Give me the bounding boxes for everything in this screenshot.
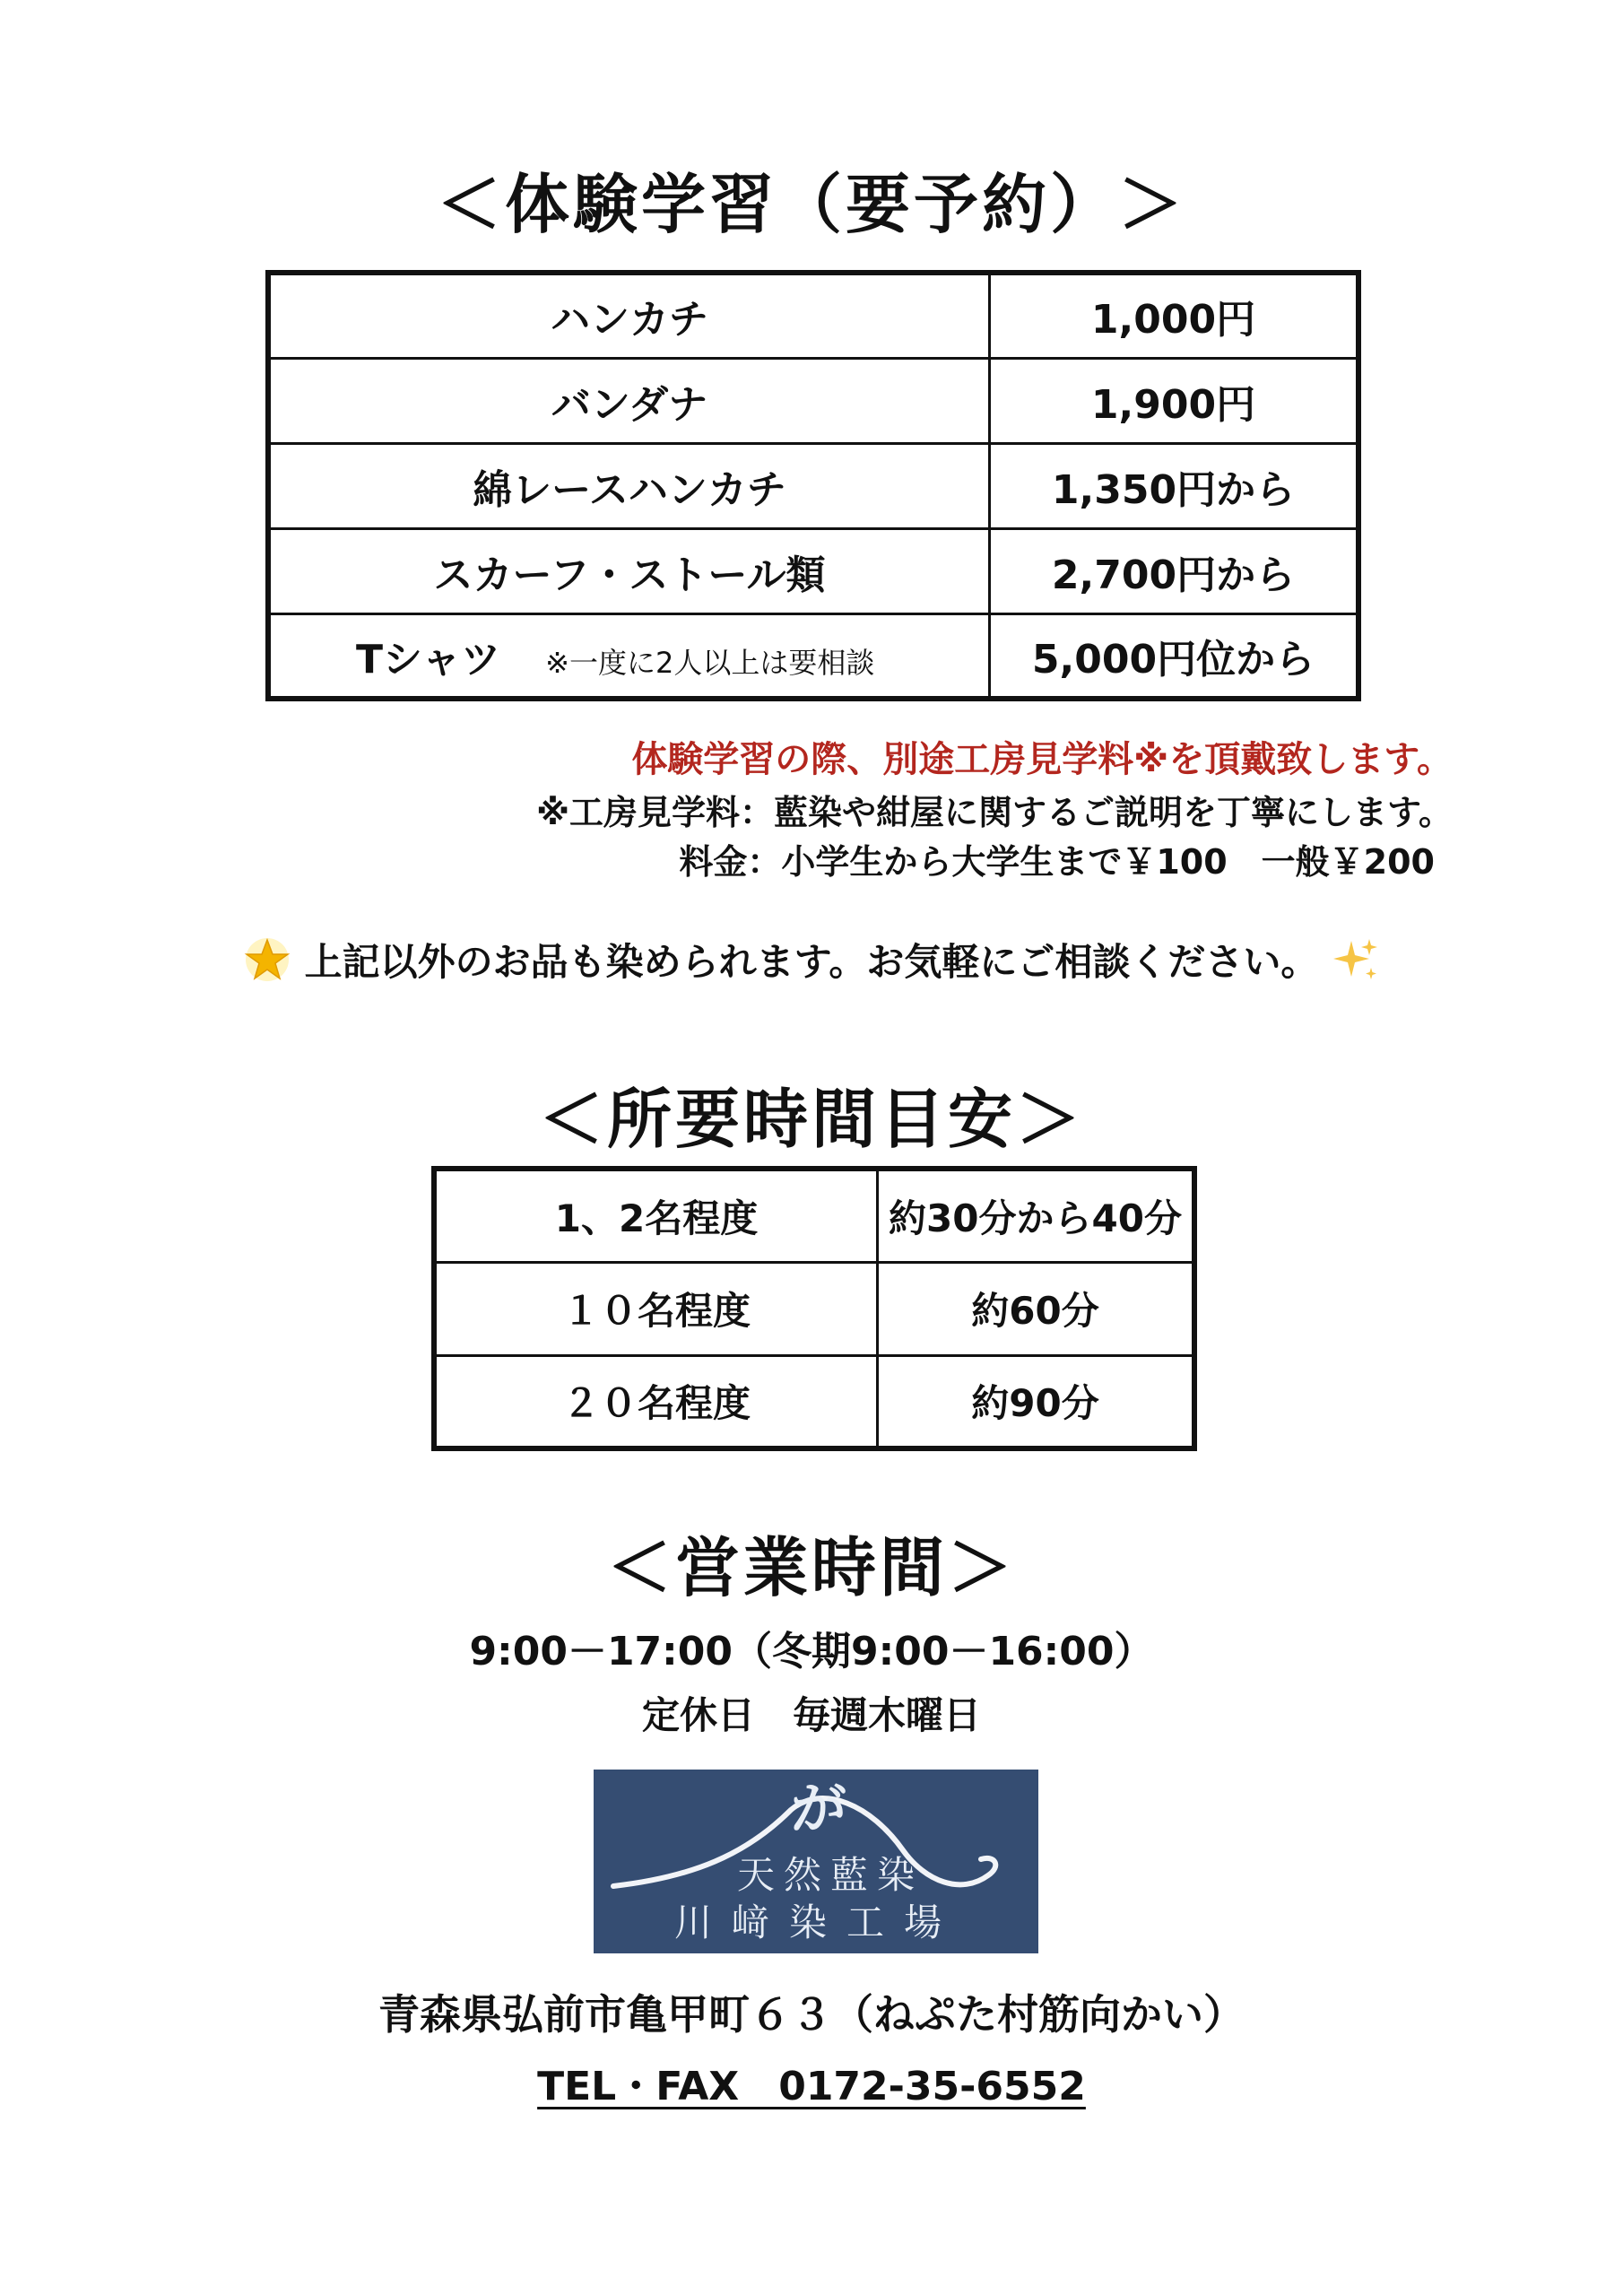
price-cell: 1,900円 [990, 358, 1359, 443]
other-items-line [0, 933, 1623, 987]
table-row [268, 613, 1358, 699]
tel-fax-text: TEL・FAX 0172-35-6552 [537, 2064, 1086, 2109]
price-cell: 5,000円位から [990, 613, 1359, 699]
table-row [268, 443, 1358, 528]
workshop-fee-detail: ※工房見学料：藍染や紺屋に関するご説明を丁寧にします。 [536, 793, 1453, 832]
table-row [268, 358, 1358, 443]
table-row [434, 1169, 1194, 1262]
item-cell: ハンカチ [268, 273, 990, 358]
duration-table [431, 1166, 1197, 1451]
duration-heading: ＜所要時間目安＞ [538, 1082, 1084, 1157]
price-cell: 1,350円から [990, 443, 1359, 528]
other-items-text: 上記以外のお品も染められます。お気軽にご相談ください。 [304, 940, 1319, 984]
people-cell: 1、2名程度 [434, 1169, 878, 1262]
workshop-fee-price: 料金：小学生から大学生まで￥100 一般￥200 [679, 842, 1435, 882]
time-cell: 約60分 [878, 1262, 1195, 1355]
logo-line-1: 天然藍染 [737, 1853, 924, 1897]
experience-heading: ＜体験学習（要予約）＞ [436, 167, 1186, 242]
logo-line-2: 川﨑染工場 [674, 1900, 962, 1944]
item-cell: バンダナ [268, 358, 990, 443]
shop-logo [594, 1770, 1038, 1953]
people-cell: ２０名程度 [434, 1355, 878, 1448]
closed-day: 定休日 毎週木曜日 [641, 1693, 981, 1737]
experience-price-table [265, 270, 1361, 701]
time-cell: 約90分 [878, 1355, 1195, 1448]
address: 青森県弘前市亀甲町６３（ねぷた村筋向かい） [378, 1990, 1245, 2039]
table-row [434, 1262, 1194, 1355]
price-cell: 2,700円から [990, 528, 1359, 613]
people-cell: １０名程度 [434, 1262, 878, 1355]
glowing-star-icon [243, 940, 305, 984]
sparkles-icon [1332, 940, 1380, 984]
table-row [268, 273, 1358, 358]
item-label: Tシャツ [356, 636, 501, 683]
table-row [268, 528, 1358, 613]
time-cell: 約30分から40分 [878, 1169, 1195, 1262]
item-cell: スカーフ・ストール類 [268, 528, 990, 613]
group-note: ※一度に2人以上は要相談 [545, 645, 875, 680]
hours-heading: ＜営業時間＞ [606, 1530, 1016, 1605]
workshop-fee-notice: 体験学習の際、別途工房見学料※を頂戴致します。 [631, 739, 1453, 780]
item-cell: 綿レースハンカチ [268, 443, 990, 528]
logo-mark: が [791, 1776, 847, 1841]
table-row [434, 1355, 1194, 1448]
tel-fax [0, 2054, 1623, 2111]
hours-time: 9:00－17:00（冬期9:00－16:00） [469, 1629, 1154, 1674]
price-cell: 1,000円 [990, 273, 1359, 358]
item-cell [268, 613, 990, 699]
